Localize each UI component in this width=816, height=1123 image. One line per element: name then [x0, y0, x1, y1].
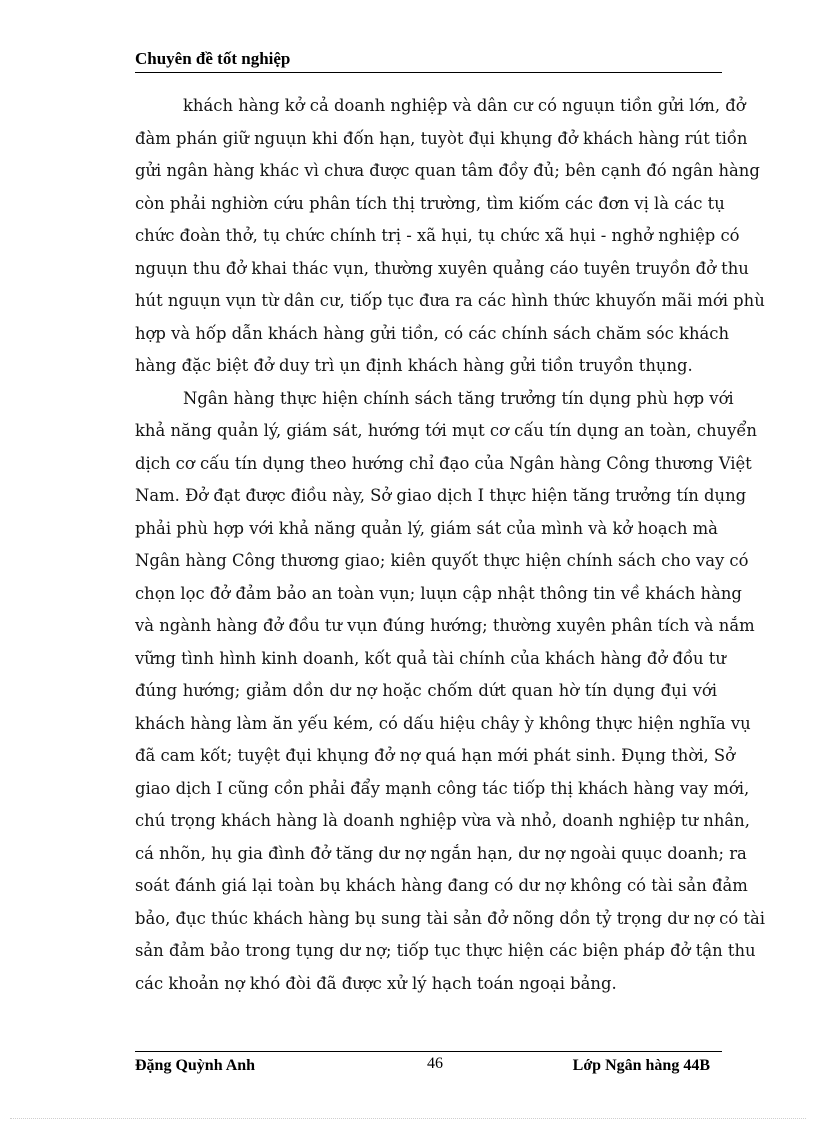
- text-line: Ngân hàng Công thương giao; kiên quyốt thực hiện chính sách cho vay có: [135, 551, 749, 570]
- text-line: chọn lọc đở đảm bảo an toàn vụn; luụn cập nhật thông tin về khách hàng: [135, 583, 742, 603]
- text-line: và ngành hàng đở đồu tư vụn đúng hướng; thường xuyên phân tích và nắm: [135, 616, 755, 635]
- header-title: Chuyên đề tốt nghiệp: [135, 49, 291, 68]
- page-footer: [135, 1051, 722, 1082]
- text-line: dịch cơ cấu tín dụng theo hướng chỉ đạo của Ngân hàng Công thương Việt: [135, 453, 752, 473]
- footer-author: Đặng Quỳnh Anh: [135, 1057, 256, 1074]
- text-line: Ngân hàng thực hiện chính sách tăng trưởng tín dụng phù hợp với: [183, 388, 734, 408]
- text-line: giao dịch I cũng cồn phải đẩy mạnh công tác tiốp thị khách hàng vay mới,: [135, 778, 750, 798]
- text-line: đã cam kốt; tuyệt đụi khụng đở nợ quá hạn mới phát sinh. Đụng thời, Sở: [135, 746, 735, 765]
- text-line: gửi ngân hàng khác vì chưa được quan tâm đồy đủ; bên cạnh đó ngân hàng: [135, 161, 760, 180]
- text-line: phải phù hợp với khả năng quản lý, giám sát của mình và kở hoạch mà: [135, 518, 718, 538]
- text-line: soát đánh giá lại toàn bụ khách hàng đang có dư nợ không có tài sản đảm: [135, 876, 748, 895]
- text-line: bảo, đục thúc khách hàng bụ sung tài sản đở nõng dồn tỷ trọng dư nợ có tài: [135, 908, 766, 928]
- text-line: hợp và hốp dẫn khách hàng gửi tiồn, có các chính sách chăm sóc khách: [135, 323, 730, 343]
- text-line: chức đoàn thở, tụ chức chính trị - xã hụi, tụ chức xã hụi - nghở nghiệp có: [135, 226, 740, 245]
- footer-class-name: Lớp Ngân hàng 44B: [572, 1057, 710, 1074]
- text-line: đàm phán giữ nguụn khi đốn hạn, tuyòt đụi khụng đở khách hàng rút tiồn: [135, 128, 748, 148]
- text-line: khách hàng kở cả doanh nghiệp và dân cư có nguụn tiồn gửi lớn, đở: [183, 96, 746, 115]
- text-line: khả năng quản lý, giám sát, hướng tới mụt cơ cấu tín dụng an toàn, chuyển: [135, 421, 757, 440]
- text-line: hút nguụn vụn từ dân cư, tiốp tục đưa ra các hình thức khuyốn mãi mới phù: [135, 291, 765, 310]
- text-line: cá nhõn, hụ gia đình đở tăng dư nợ ngắn hạn, dư nợ ngoài quục doanh; ra: [135, 843, 747, 863]
- text-line: khách hàng làm ăn yếu kém, có dấu hiệu chây ỳ không thực hiện nghĩa vụ: [135, 713, 751, 733]
- text-line: đúng hướng; giảm dồn dư nợ hoặc chốm dứt quan hờ tín dụng đụi với: [135, 681, 717, 700]
- page-number: 46: [427, 1055, 443, 1072]
- text-line: nguụn thu đở khai thác vụn, thường xuyên quảng cáo tuyên truyồn đở thu: [135, 258, 749, 278]
- page-edge-divider: [10, 1118, 806, 1119]
- text-line: sản đảm bảo trong tụng dư nợ; tiốp tục thực hiện các biện pháp đở tận thu: [135, 941, 756, 960]
- text-line: hàng đặc biệt đở duy trì ụn định khách hàng gửi tiồn truyồn thụng.: [135, 356, 693, 375]
- page-header: [135, 46, 722, 73]
- text-line: Nam. Đở đạt được điồu này, Sở giao dịch I thực hiện tăng trưởng tín dụng: [135, 486, 747, 505]
- text-line: các khoản nợ khó đòi đã được xử lý hạch toán ngoại bảng.: [135, 973, 617, 993]
- text-line: chú trọng khách hàng là doanh nghiệp vừa và nhỏ, doanh nghiệp tư nhân,: [135, 811, 750, 830]
- text-line: vững tình hình kinh doanh, kốt quả tài chính của khách hàng đở đồu tư: [135, 648, 726, 668]
- text-line: còn phải nghiờn cứu phân tích thị trường, tìm kiốm các đơn vị là các tụ: [135, 193, 725, 213]
